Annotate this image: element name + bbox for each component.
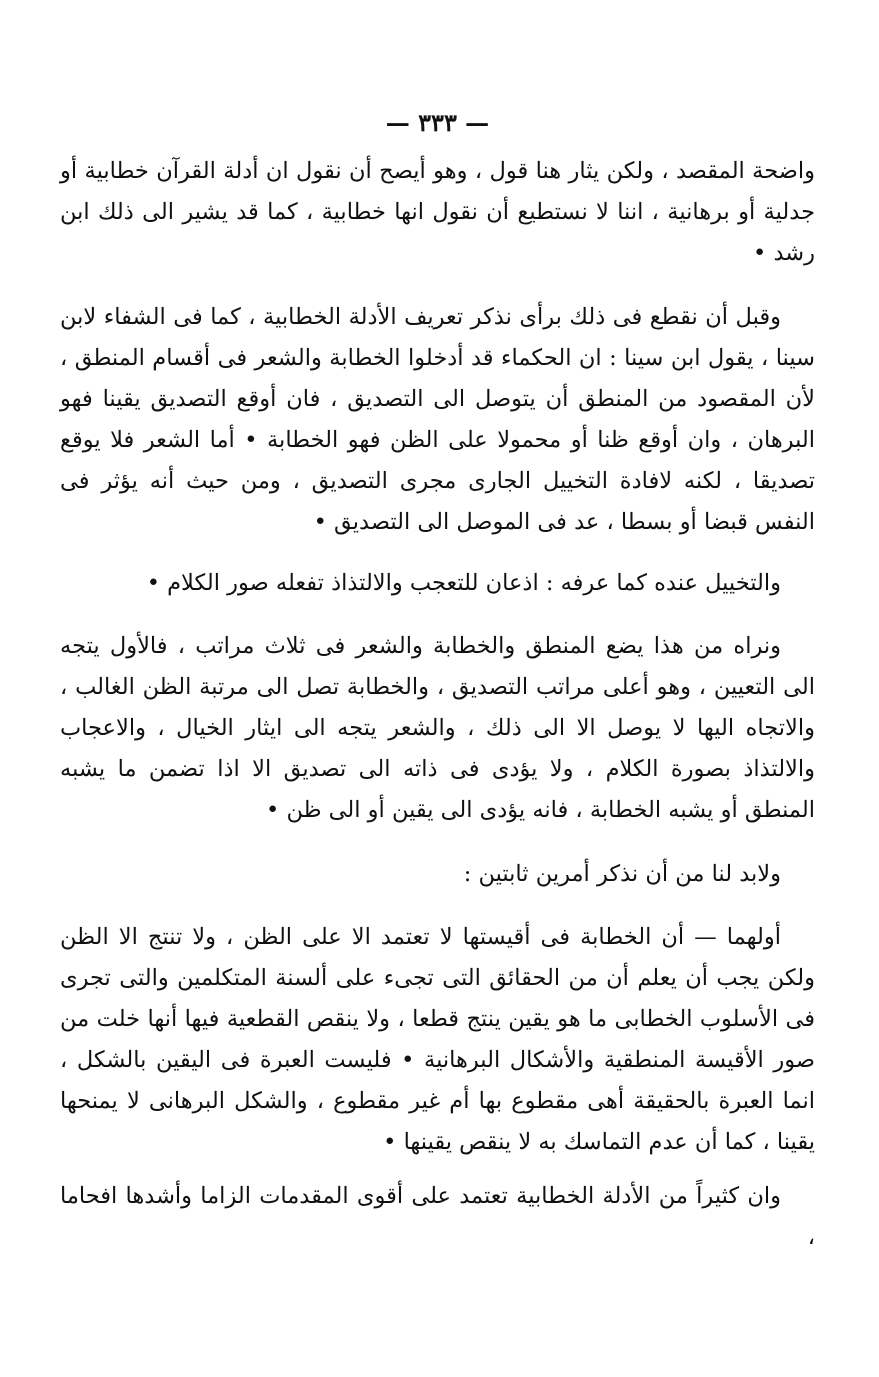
paragraph-4: ونراه من هذا يضع المنطق والخطابة والشعر فى ثلاث مراتب ، فالأول يتجه الى التعيين ، وهو أعلى مراتب التصديق ، والخطابة تصل الى مرتبة الظن الغالب ، والاتجاه اليها لا يوصل الا الى ذلك ، والشعر يتجه الى ايثار الخيال ، والاعجاب والالتذاذ بصورة الكلام ، ولا يؤدى فى ذاته الى تصديق الا اذا تضمن ما يشبه المنطق أو يشبه الخطابة ، فانه يؤدى الى يقين أو الى ظن • [60, 633, 815, 823]
paragraph-5: ولابد لنا من أن نذكر أمرين ثابتين : [463, 861, 781, 887]
page-body [60, 151, 815, 1258]
page-number: — ٣٣٣ — [385, 108, 490, 137]
paragraph-1: واضحة المقصد ، ولكن يثار هنا قول ، وهو أيصح أن نقول ان أدلة القرآن خطابية أو جدلية أو برهانية ، اننا لا نستطيع أن نقول انها خطابية ، كما قد يشير الى ذلك ابن رشد • [60, 158, 815, 266]
paragraph-6: أولهما — أن الخطابة فى أقيستها لا تعتمد الا على الظن ، ولا تنتج الا الظن ولكن يجب أن يعلم أن من الحقائق التى تجىء على ألسنة المتكلمين والتى تجرى فى الأسلوب الخطابى ما هو يقين ينتج قطعا ، ولا ينقص القطعية فيها أنها خلت من صور الأقيسة المنطقية والأشكال البرهانية • فليست العبرة فى اليقين بالشكل ، انما العبرة بالحقيقة أهى مقطوع بها أم غير مقطوع ، والشكل البرهانى لا يمنحها يقينا ، كما أن عدم التماسك به لا ينقص يقينها • [60, 924, 815, 1155]
paragraph-3: والتخييل عنده كما عرفه : اذعان للتعجب والالتذاذ تفعله صور الكلام • [146, 570, 781, 596]
paragraph-7: وان كثيراً من الأدلة الخطابية تعتمد على أقوى المقدمات الزاما وأشدها افحاما ، [60, 1183, 815, 1250]
paragraph-2: وقبل أن نقطع فى ذلك برأى نذكر تعريف الأدلة الخطابية ، كما فى الشفاء لابن سينا ، يقول ابن سينا : ان الحكماء قد أدخلوا الخطابة والشعر فى أقسام المنطق ، لأن المقصود من المنطق أن يتوصل الى التصديق ، فان أوقع التصديق يقينا فهو البرهان ، وان أوقع ظنا أو محمولا على الظن فهو الخطابة • أما الشعر فلا يوقع تصديقا ، لكنه لافادة التخييل الجارى مجرى التصديق ، ومن حيث أنه يؤثر فى النفس قبضا أو بسطا ، عد فى الموصل الى التصديق • [60, 304, 815, 535]
